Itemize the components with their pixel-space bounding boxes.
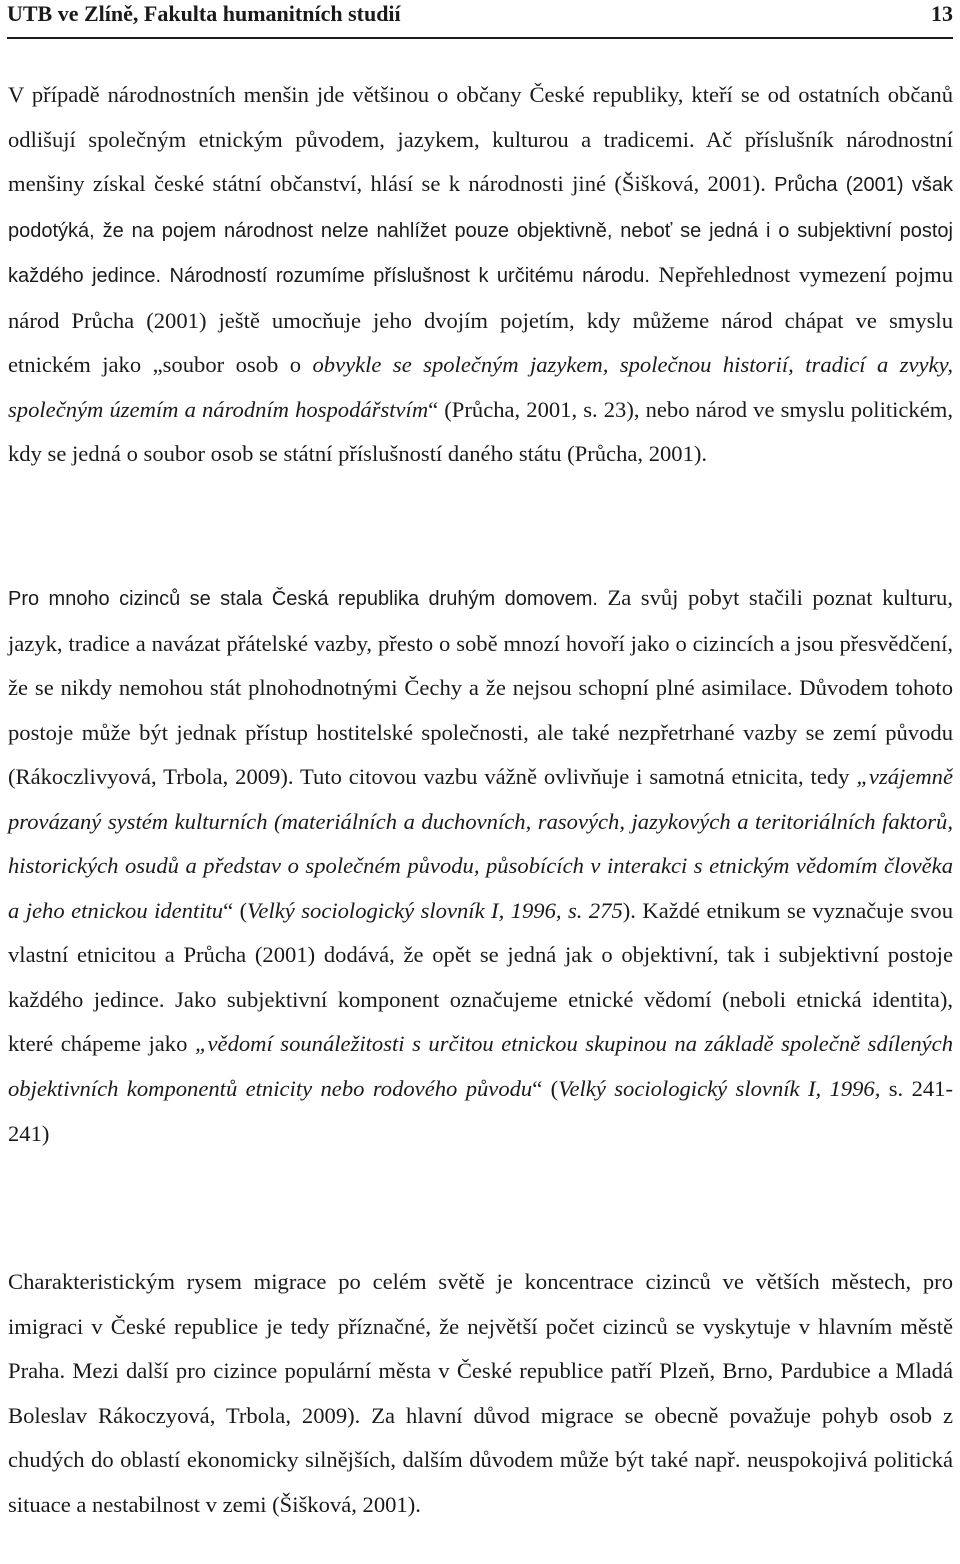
citation-end: s. 241-241) [8,1076,954,1146]
sentence: Nepřehlednost vymezení pojmu národ Průcha (2001) ještě umocňuje jeho dvojím pojetím, kdy můžeme národ chápat ve smyslu etnickém jako [8,262,953,378]
sentence: Národností rozumíme příslušnost k určitému národu. [161,265,650,288]
paragraph-migration-cities [8,1260,953,1527]
sentence: V případě národnostních menšin jde většinou o občany České republiky, kteří se od ostatních občanů odlišují společným etnickým původem, jazykem, kulturou a tradicemi. [8,82,953,152]
sentence: Charakteristickým rysem migrace po celém světě je koncentrace cizinců ve větších městech, pro imigraci v České republice je tedy příznačné, že největší počet cizinců se vyskytuje v hlavním městě Praha. [8,1269,953,1384]
header-divider [7,37,953,39]
citation-end: ). [622,897,636,923]
sentence: Důvodem tohoto postoje může být jednak přístup hostitelské společnosti, ale také nezpřetrhané vazby se zemí původu (Rákoczlivyová, Trbola, 2009). [8,675,953,790]
page-number: 13 [931,1,953,26]
sentence: Průcha (2001) však podotýká, že na pojem národnost nelze nahlížet pouze objektivně, neboť se jedná i o subjektivní postoj každého jedince. [8,174,953,288]
quote-close: “ ( [532,1076,559,1102]
quote-italic: obvykle se společným jazykem, společnou historií, tradicí a zvyky, společným územím a národním hospodářstvím [8,352,954,422]
sentence: Jako subjektivní komponent označujeme etnické vědomí (neboli etnická identita), které chápeme jako [8,986,953,1057]
citation-source: Velký sociologický slovník I, 1996, s. 275 [247,897,623,923]
sentence: Za hlavní důvod migrace se obecně považuje pohyb osob z chudých do oblastí ekonomicky silnějších, dalším důvodem může být také např. neuspokojivá politická situace a nestabilnost v zemi (Šišková, 2001). [8,1402,953,1517]
sentence: Ač příslušník národnostní menšiny získal české státní občanství, hlásí se k národnosti jiné (Šišková, 2001). [8,126,953,197]
sentence: Každé etnikum se vyznačuje svou vlastní etnicitou a Průcha (2001) dodává, že opět se jedná jak o objektivní, tak i subjektivní postoje každého jedince. [8,897,954,1012]
sentence: Tuto citovou vazbu vážně ovlivňuje i samotná etnicita, tedy [293,764,857,790]
quote-close: “ (Průcha, 2001, s. 23), nebo národ ve smyslu politickém, kdy se jedná o soubor osob se státní příslušností daného státu (Průcha, 2001). [8,396,953,467]
citation-source: Velký sociologický slovník I, 1996, [558,1076,881,1102]
sentence: Za svůj pobyt stačili poznat kulturu, jazyk, tradice a navázat přátelské vazby, přesto o sobě mnozí hovoří jako o cizincích a jsou přesvědčení, že se nikdy nemohou stát plnohodnotnými Čechy a že nejsou schopní plné asimilace. [8,585,954,701]
sentence: Pro mnoho cizinců se stala Česká republika druhým domovem. [8,588,598,610]
sentence: Mezi další pro cizince populární města v České republice patří Plzeň, Brno, Pardubice a Mladá Boleslav Rákoczyová, Trbola, 2009). [8,1358,953,1428]
quote-ethnicity: „vzájemně provázaný systém kulturních (materiálních a duchovních, rasových, jazykových a teritoriálních faktorů, historických osudů a představ o společném původu, působících v interakci s etnickým vědomím člověka a jeho etnickou identitu [8,764,953,923]
quote-close: “ ( [223,897,248,923]
header-title: UTB ve Zlíně, Fakulta humanitních studií [7,1,401,26]
paragraph-national-minorities [8,73,953,477]
page-header [7,0,953,28]
quote-ethnic-identity: „vědomí sounáležitosti s určitou etnickou skupinou na základě společně sdílených objektivních komponentů etnicity nebo rodového původu [8,1031,954,1102]
quote-open: „soubor osob o [152,352,313,378]
paragraph-foreigners-home [8,576,953,1156]
